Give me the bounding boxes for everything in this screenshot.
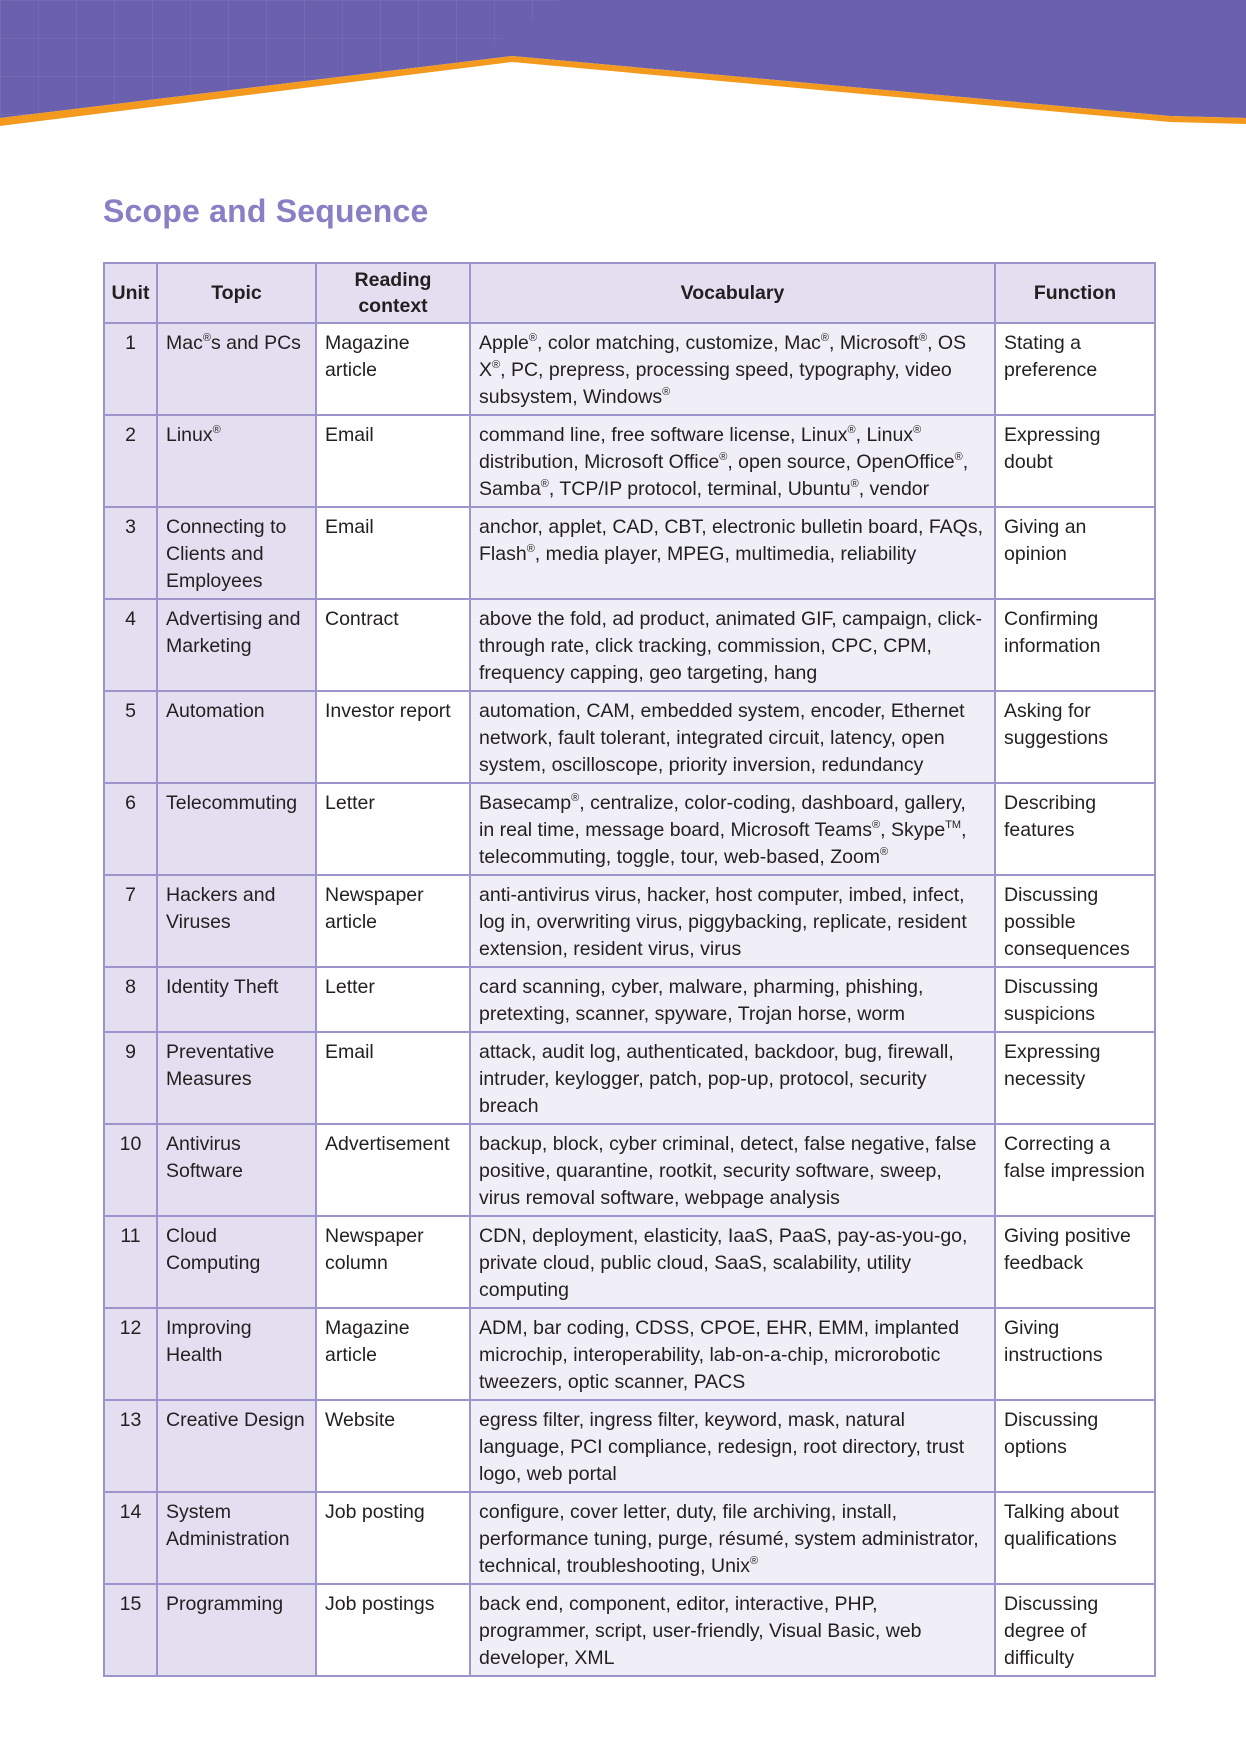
topic-cell: Identity Theft [157, 967, 316, 1032]
vocabulary-cell: egress filter, ingress filter, keyword, mask, natural language, PCI compliance, redesign, root directory, trust logo, web portal [470, 1400, 995, 1492]
topic-cell: Preventative Measures [157, 1032, 316, 1124]
function-cell: Discussing possible consequences [995, 875, 1155, 967]
header-reading-context: Reading context [316, 263, 470, 323]
function-cell: Expressing necessity [995, 1032, 1155, 1124]
header-topic: Topic [157, 263, 316, 323]
header-function: Function [995, 263, 1155, 323]
reading-context-cell: Advertisement [316, 1124, 470, 1216]
vocabulary-cell: ADM, bar coding, CDSS, CPOE, EHR, EMM, implanted microchip, interoperability, lab-on-a-chip, microrobotic tweezers, optic scanner, PACS [470, 1308, 995, 1400]
unit-cell: 1 [104, 323, 157, 415]
unit-cell: 2 [104, 415, 157, 507]
vocabulary-cell: back end, component, editor, interactive, PHP, programmer, script, user-friendly, Visual Basic, web developer, XML [470, 1584, 995, 1676]
topic-cell: System Administration [157, 1492, 316, 1584]
function-cell: Discussing suspicions [995, 967, 1155, 1032]
topic-cell: Cloud Computing [157, 1216, 316, 1308]
vocabulary-cell: attack, audit log, authenticated, backdoor, bug, firewall, intruder, keylogger, patch, pop-up, protocol, security breach [470, 1032, 995, 1124]
table-header-row [104, 263, 1155, 323]
table-row [104, 1032, 1155, 1124]
unit-cell: 11 [104, 1216, 157, 1308]
vocabulary-cell: backup, block, cyber criminal, detect, false negative, false positive, quarantine, rootkit, security software, sweep, virus removal software, webpage analysis [470, 1124, 995, 1216]
reading-context-cell: Job postings [316, 1584, 470, 1676]
topic-cell: Connecting to Clients and Employees [157, 507, 316, 599]
vocabulary-cell: automation, CAM, embedded system, encoder, Ethernet network, fault tolerant, integrated circuit, latency, open system, oscilloscope, priority inversion, redundancy [470, 691, 995, 783]
reading-context-cell: Newspaper column [316, 1216, 470, 1308]
vocabulary-cell: card scanning, cyber, malware, pharming, phishing, pretexting, scanner, spyware, Trojan horse, worm [470, 967, 995, 1032]
topic-cell: Hackers and Viruses [157, 875, 316, 967]
table-row [104, 783, 1155, 875]
table-row [104, 691, 1155, 783]
vocabulary-cell: anti-antivirus virus, hacker, host computer, imbed, infect, log in, overwriting virus, piggybacking, replicate, resident extension, resident virus, virus [470, 875, 995, 967]
function-cell: Correcting a false impression [995, 1124, 1155, 1216]
unit-cell: 10 [104, 1124, 157, 1216]
page-title: Scope and Sequence [103, 193, 429, 229]
table-row [104, 599, 1155, 691]
vocabulary-cell: CDN, deployment, elasticity, IaaS, PaaS, pay-as-you-go, private cloud, public cloud, SaaS, scalability, utility computing [470, 1216, 995, 1308]
function-cell: Discussing options [995, 1400, 1155, 1492]
table-row [104, 323, 1155, 415]
table-row [104, 1400, 1155, 1492]
unit-cell: 8 [104, 967, 157, 1032]
reading-context-cell: Newspaper article [316, 875, 470, 967]
unit-cell: 6 [104, 783, 157, 875]
table-row [104, 1584, 1155, 1676]
topic-cell: Advertising and Marketing [157, 599, 316, 691]
reading-context-cell: Letter [316, 783, 470, 875]
reading-context-cell: Letter [316, 967, 470, 1032]
function-cell: Describing features [995, 783, 1155, 875]
topic-cell: Programming [157, 1584, 316, 1676]
table-row [104, 1492, 1155, 1584]
topic-cell: Improving Health [157, 1308, 316, 1400]
table-row [104, 507, 1155, 599]
table-row [104, 415, 1155, 507]
topic-cell: Mac®s and PCs [157, 323, 316, 415]
unit-cell: 9 [104, 1032, 157, 1124]
unit-cell: 3 [104, 507, 157, 599]
function-cell: Stating a preference [995, 323, 1155, 415]
function-cell: Talking about qualifications [995, 1492, 1155, 1584]
reading-context-cell: Job posting [316, 1492, 470, 1584]
function-cell: Asking for suggestions [995, 691, 1155, 783]
unit-cell: 7 [104, 875, 157, 967]
unit-cell: 13 [104, 1400, 157, 1492]
scope-sequence-table [103, 262, 1156, 1677]
unit-cell: 12 [104, 1308, 157, 1400]
table-row [104, 1308, 1155, 1400]
unit-cell: 14 [104, 1492, 157, 1584]
vocabulary-cell: Apple®, color matching, customize, Mac®, Microsoft®, OS X®, PC, prepress, processing speed, typography, video subsystem, Windows® [470, 323, 995, 415]
reading-context-cell: Contract [316, 599, 470, 691]
topic-cell: Automation [157, 691, 316, 783]
reading-context-cell: Website [316, 1400, 470, 1492]
topic-cell: Creative Design [157, 1400, 316, 1492]
function-cell: Expressing doubt [995, 415, 1155, 507]
topic-cell: Telecommuting [157, 783, 316, 875]
unit-cell: 15 [104, 1584, 157, 1676]
vocabulary-cell: above the fold, ad product, animated GIF, campaign, click-through rate, click tracking, commission, CPC, CPM, frequency capping, geo targeting, hang [470, 599, 995, 691]
reading-context-cell: Email [316, 507, 470, 599]
reading-context-cell: Magazine article [316, 1308, 470, 1400]
reading-context-cell: Magazine article [316, 323, 470, 415]
vocabulary-cell: command line, free software license, Linux®, Linux® distribution, Microsoft Office®, open source, OpenOffice®, Samba®, TCP/IP protocol, terminal, Ubuntu®, vendor [470, 415, 995, 507]
vocabulary-cell: configure, cover letter, duty, file archiving, install, performance tuning, purge, résumé, system administrator, technical, troubleshooting, Unix® [470, 1492, 995, 1584]
function-cell: Giving an opinion [995, 507, 1155, 599]
vocabulary-cell: anchor, applet, CAD, CBT, electronic bulletin board, FAQs, Flash®, media player, MPEG, multimedia, reliability [470, 507, 995, 599]
topic-cell: Linux® [157, 415, 316, 507]
function-cell: Confirming information [995, 599, 1155, 691]
unit-cell: 5 [104, 691, 157, 783]
reading-context-cell: Investor report [316, 691, 470, 783]
table-row [104, 1124, 1155, 1216]
function-cell: Discussing degree of difficulty [995, 1584, 1155, 1676]
header-banner [0, 0, 1246, 140]
header-unit: Unit [104, 263, 157, 323]
vocabulary-cell: Basecamp®, centralize, color-coding, dashboard, gallery, in real time, message board, Microsoft Teams®, Skype™, telecommuting, toggle, tour, web-based, Zoom® [470, 783, 995, 875]
reading-context-cell: Email [316, 1032, 470, 1124]
function-cell: Giving positive feedback [995, 1216, 1155, 1308]
header-vocabulary: Vocabulary [470, 263, 995, 323]
unit-cell: 4 [104, 599, 157, 691]
function-cell: Giving instructions [995, 1308, 1155, 1400]
table-row [104, 1216, 1155, 1308]
reading-context-cell: Email [316, 415, 470, 507]
table-row [104, 875, 1155, 967]
topic-cell: Antivirus Software [157, 1124, 316, 1216]
table-row [104, 967, 1155, 1032]
